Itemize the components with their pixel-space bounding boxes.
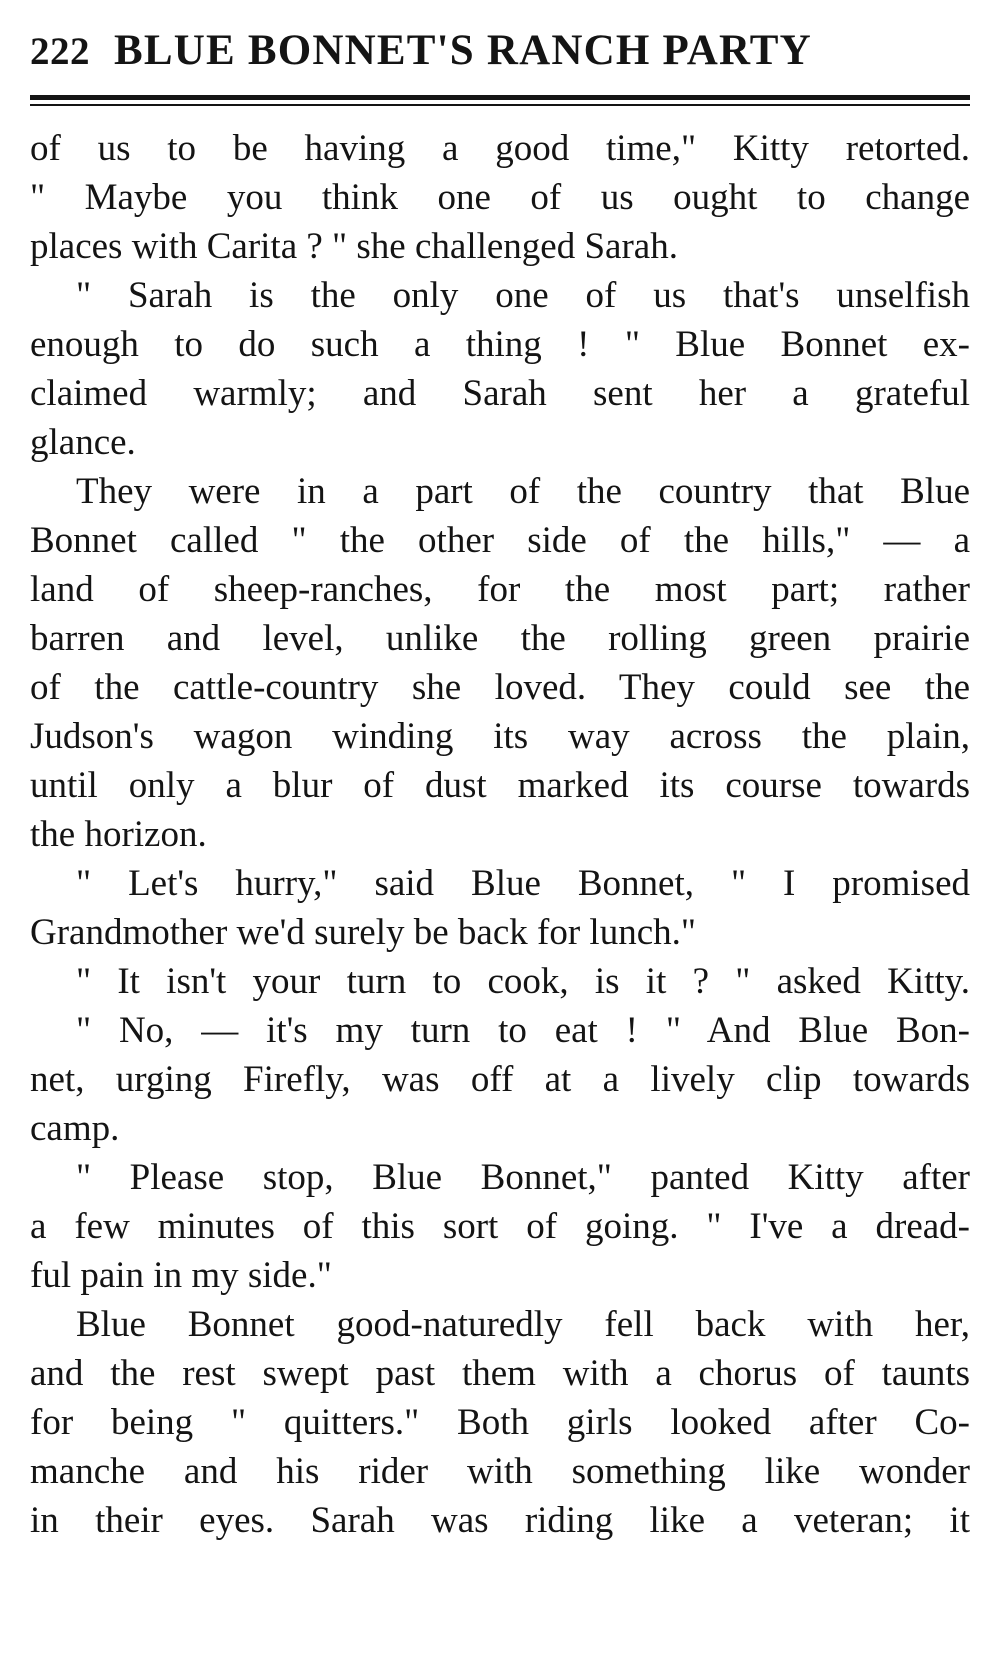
text-line: until only a blur of dust marked its course towards bbox=[30, 765, 970, 806]
text-line: Blue Bonnet good-naturedly fell back with her, bbox=[76, 1304, 970, 1345]
text-line: " Sarah is the only one of us that's unselfish bbox=[76, 275, 970, 316]
header-rule-thin bbox=[30, 104, 970, 106]
text-line: glance. bbox=[30, 422, 136, 463]
text-line: Grandmother we'd surely be back for lunch." bbox=[30, 912, 696, 953]
text-line: " Please stop, Blue Bonnet," panted Kitty after bbox=[76, 1157, 970, 1198]
text-line: " No, — it's my turn to eat ! " And Blue Bon- bbox=[76, 1010, 970, 1051]
text-line: in their eyes. Sarah was riding like a veteran; it bbox=[30, 1500, 970, 1541]
text-line: the horizon. bbox=[30, 814, 207, 855]
text-line: land of sheep-ranches, for the most part; rather bbox=[30, 569, 970, 610]
text-line: places with Carita ? " she challenged Sarah. bbox=[30, 226, 678, 267]
book-page bbox=[30, 0, 970, 1659]
text-line: and the rest swept past them with a chorus of taunts bbox=[30, 1353, 970, 1394]
running-title: BLUE BONNET'S RANCH PARTY bbox=[114, 27, 812, 74]
body-text bbox=[30, 124, 970, 1545]
text-line: for being " quitters." Both girls looked after Co- bbox=[30, 1402, 970, 1443]
text-line: net, urging Firefly, was off at a lively clip towards bbox=[30, 1059, 970, 1100]
text-line: " It isn't your turn to cook, is it ? " asked Kitty. bbox=[76, 961, 970, 1002]
text-line: camp. bbox=[30, 1108, 120, 1149]
text-line: barren and level, unlike the rolling green prairie bbox=[30, 618, 970, 659]
text-line: manche and his rider with something like wonder bbox=[30, 1451, 970, 1492]
running-header bbox=[30, 26, 970, 86]
text-line: claimed warmly; and Sarah sent her a grateful bbox=[30, 373, 970, 414]
text-line: a few minutes of this sort of going. " I've a dread- bbox=[30, 1206, 970, 1247]
text-line: of the cattle-country she loved. They could see the bbox=[30, 667, 970, 708]
text-line: " Maybe you think one of us ought to change bbox=[30, 177, 970, 218]
header-rule-thick bbox=[30, 95, 970, 100]
text-line: Judson's wagon winding its way across the plain, bbox=[30, 716, 970, 757]
text-line: of us to be having a good time," Kitty retorted. bbox=[30, 128, 970, 169]
page-number: 222 bbox=[30, 30, 90, 73]
text-line: " Let's hurry," said Blue Bonnet, " I promised bbox=[76, 863, 970, 904]
text-line: enough to do such a thing ! " Blue Bonnet ex- bbox=[30, 324, 970, 365]
text-line: Bonnet called " the other side of the hills," — a bbox=[30, 520, 970, 561]
text-line: They were in a part of the country that Blue bbox=[76, 471, 970, 512]
text-line: ful pain in my side." bbox=[30, 1255, 332, 1296]
